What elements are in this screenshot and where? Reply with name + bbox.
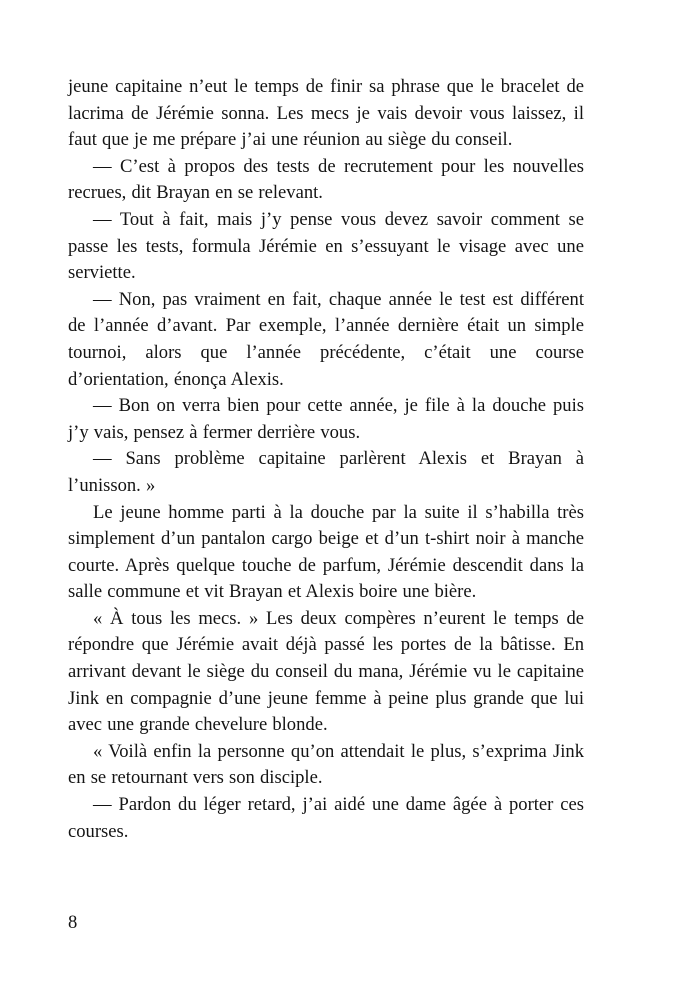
- paragraph: jeune capitaine n’eut le temps de finir sa phrase que le bracelet de lacrima de Jérémie sonna. Les mecs je vais devoir vous laissez, il faut que je me prépare j’ai une réunion au siège du conseil.: [68, 76, 584, 151]
- body-text: [68, 74, 584, 845]
- paragraph: — C’est à propos des tests de recrutement pour les nouvelles recrues, dit Brayan en se relevant.: [68, 155, 584, 204]
- paragraph: « Voilà enfin la personne qu’on attendait le plus, s’exprima Jink en se retournant vers son disciple.: [68, 740, 584, 789]
- paragraph: — Tout à fait, mais j’y pense vous devez savoir comment se passe les tests, formula Jérémie en s’essuyant le visage avec une serviette.: [68, 208, 584, 284]
- paragraph: « À tous les mecs. » Les deux compères n’eurent le temps de répondre que Jérémie avait déjà passé les portes de la bâtisse. En arrivant devant le siège du conseil du mana, Jérémie vu le capitaine Jink en compagnie d’une jeune femme à peine plus grande que lui avec une grande chevelure blonde.: [68, 607, 584, 736]
- paragraph: — Sans problème capitaine parlèrent Alexis et Brayan à l’unisson. »: [68, 448, 584, 496]
- page-number: 8: [68, 912, 78, 933]
- paragraph: — Non, pas vraiment en fait, chaque année le test est différent de l’année d’avant. Par exemple, l’année dernière était un simple tournoi, alors que l’année précédente, c’était une course d’orientation, énonça Alexis.: [68, 288, 584, 390]
- paragraph: — Bon on verra bien pour cette année, je file à la douche puis j’y vais, pensez à fermer derrière vous.: [68, 395, 584, 443]
- paragraph: — Pardon du léger retard, j’ai aidé une dame âgée à porter ces courses.: [68, 794, 584, 842]
- paragraph: Le jeune homme parti à la douche par la suite il s’habilla très simplement d’un pantalon cargo beige et d’un t-shirt noir à manche courte. Après quelque touche de parfum, Jérémie descendit dans la salle commune et vit Brayan et Alexis boire une bière.: [68, 501, 584, 603]
